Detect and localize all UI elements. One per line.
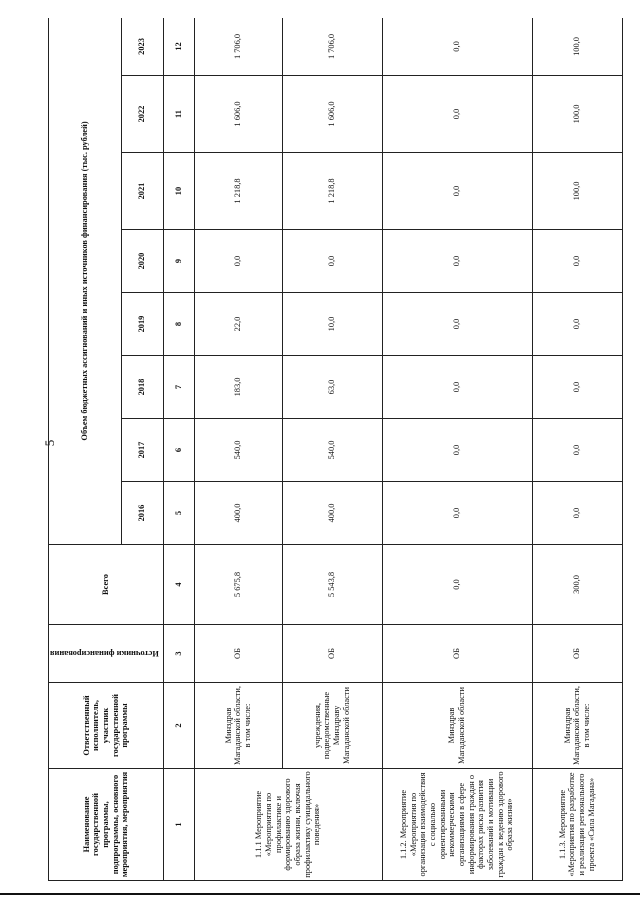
header-year: 2019 [122, 293, 164, 356]
column-number-row [163, 18, 194, 881]
row-value-cell: 0,0 [532, 419, 622, 482]
row-name-cell: 1.1.2. Мероприятие «Мероприятия по организации взаимодействия с социально ориентированными некоммерческими организациями в сфере информирования граждан о факторах риска развития заболеваний и мотивации граждан к ведению здорового образа жизни» [382, 769, 532, 881]
row-value-cell: 183,0 [194, 356, 282, 419]
column-number: 6 [163, 419, 194, 482]
header-name: Наименование государственной программы, подпрограммы, основного мероприятия, мероприятия [49, 769, 164, 881]
row-total-cell: 5 675,8 [194, 545, 282, 625]
header-total: Всего [49, 545, 164, 625]
row-total-cell: 300,0 [532, 545, 622, 625]
row-value-cell: 0,0 [382, 18, 532, 76]
column-number: 3 [163, 625, 194, 683]
row-value-cell: 540,0 [282, 419, 382, 482]
table-row [532, 18, 622, 881]
row-value-cell: 0,0 [194, 230, 282, 293]
column-number: 5 [163, 482, 194, 545]
row-source-cell: ОБ [532, 625, 622, 683]
row-value-cell: 0,0 [532, 356, 622, 419]
row-value-cell: 0,0 [282, 230, 382, 293]
row-value-cell: 540,0 [194, 419, 282, 482]
row-value-cell: 0,0 [382, 482, 532, 545]
row-source-cell: ОБ [382, 625, 532, 683]
rotated-page [48, 18, 630, 881]
row-executor-cell: учреждения, подведомственные Минздраву Магаданской области [282, 683, 382, 769]
header-year: 2018 [122, 356, 164, 419]
row-value-cell: 400,0 [282, 482, 382, 545]
row-value-cell: 0,0 [382, 153, 532, 230]
row-value-cell: 10,0 [282, 293, 382, 356]
column-number: 7 [163, 356, 194, 419]
financing-table [48, 18, 623, 881]
row-executor-cell: Минздрав Магаданской области, в том числе: [194, 683, 282, 769]
row-value-cell: 1 606,0 [194, 76, 282, 153]
header-year: 2023 [122, 18, 164, 76]
column-number: 11 [163, 76, 194, 153]
row-value-cell: 0,0 [532, 293, 622, 356]
table-row [282, 18, 382, 881]
row-value-cell: 100,0 [532, 153, 622, 230]
row-value-cell: 0,0 [382, 419, 532, 482]
row-executor-cell: Минздрав Магаданской области [382, 683, 532, 769]
column-number: 10 [163, 153, 194, 230]
row-value-cell: 400,0 [194, 482, 282, 545]
row-value-cell: 1 218,8 [194, 153, 282, 230]
row-value-cell: 100,0 [532, 18, 622, 76]
column-number: 4 [163, 545, 194, 625]
bottom-rule [0, 893, 640, 895]
header-volume: Объем бюджетных ассигнований и иных источников финансирования (тыс. рублей) [49, 18, 122, 545]
row-value-cell: 1 606,0 [282, 76, 382, 153]
column-number: 8 [163, 293, 194, 356]
table-row [382, 18, 532, 881]
row-value-cell: 0,0 [532, 230, 622, 293]
header-year: 2022 [122, 76, 164, 153]
table-row [194, 18, 282, 881]
row-source-cell: ОБ [282, 625, 382, 683]
header-executor: Ответственный исполнитель, участник государственной программы [49, 683, 164, 769]
row-name-cell: 1.1.3. Мероприятие «Мероприятия по разработке и реализации регионального проекта «Сила Магадана» [532, 769, 622, 881]
row-total-cell: 0,0 [382, 545, 532, 625]
column-number: 12 [163, 18, 194, 76]
column-number: 9 [163, 230, 194, 293]
rotated-table-container [48, 18, 630, 881]
header-row-1 [49, 18, 122, 881]
header-source-text: Источники финансирования [50, 649, 159, 659]
header-source [49, 625, 164, 683]
row-value-cell: 0,0 [532, 482, 622, 545]
page-number: 5 [42, 439, 57, 447]
header-year: 2021 [122, 153, 164, 230]
header-year: 2020 [122, 230, 164, 293]
row-name-cell: 1.1.1 Мероприятие «Мероприятия по профилактике и формированию здорового образа жизни, включая профилактику суицидального поведения» [194, 769, 382, 881]
row-value-cell: 1 706,0 [194, 18, 282, 76]
row-value-cell: 63,0 [282, 356, 382, 419]
header-year: 2016 [122, 482, 164, 545]
row-value-cell: 1 218,8 [282, 153, 382, 230]
row-value-cell: 0,0 [382, 230, 532, 293]
row-value-cell: 22,0 [194, 293, 282, 356]
column-number: 2 [163, 683, 194, 769]
row-executor-cell: Минздрав Магаданской области, в том числе: [532, 683, 622, 769]
column-number: 1 [163, 769, 194, 881]
row-source-cell: ОБ [194, 625, 282, 683]
row-value-cell: 0,0 [382, 76, 532, 153]
row-value-cell: 0,0 [382, 293, 532, 356]
row-value-cell: 100,0 [532, 76, 622, 153]
row-value-cell: 1 706,0 [282, 18, 382, 76]
row-value-cell: 0,0 [382, 356, 532, 419]
row-total-cell: 5 543,8 [282, 545, 382, 625]
header-year: 2017 [122, 419, 164, 482]
